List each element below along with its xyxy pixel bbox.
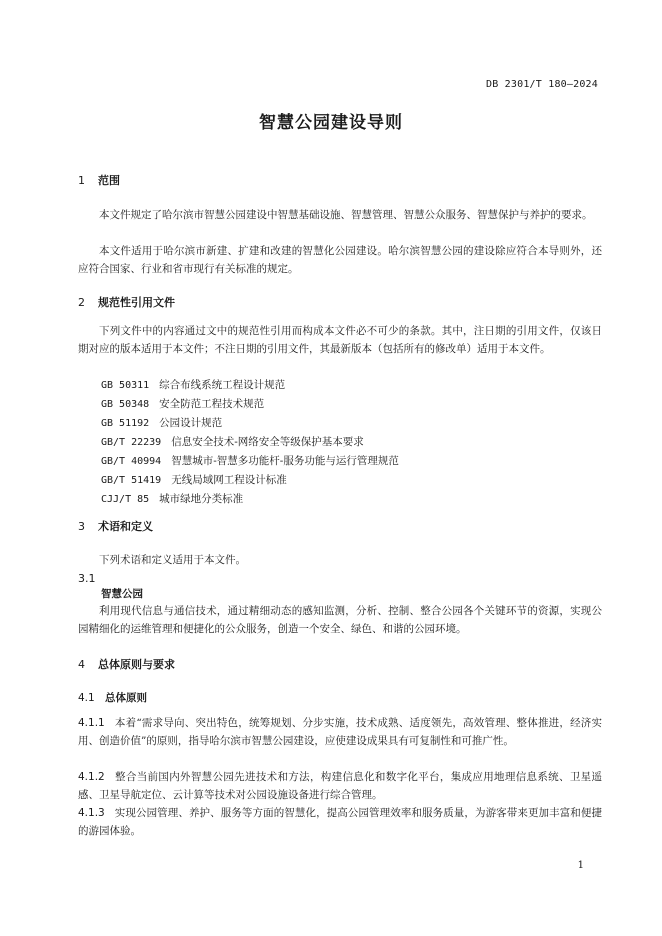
paragraph: 下列文件中的内容通过文中的规范性引用而构成本文件必不可少的条款。其中，注日期的引用文件，仅该日期对应的版本适用于本文件；不注日期的引用文件，其最新版本（包括所有的修改单）适用于本文件。 — [78, 325, 602, 355]
reference-item — [101, 490, 399, 509]
clause-number: 4.1.1 — [78, 717, 105, 729]
reference-code: GB 51192 — [101, 418, 150, 429]
reference-item — [101, 433, 399, 452]
section-title: 总体原则与要求 — [98, 658, 175, 671]
section-title: 规范性引用文件 — [98, 296, 175, 309]
page-number: 1 — [577, 860, 584, 871]
paragraph: 本文件规定了哈尔滨市智慧公园建设中智慧基础设施、智慧管理、智慧公众服务、智慧保护与养护的要求。 — [99, 209, 593, 221]
reference-code: GB 50311 — [101, 380, 150, 391]
document-title: 智慧公园建设导则 — [259, 113, 403, 133]
reference-code: GB/T 40994 — [101, 456, 162, 467]
reference-title: 安全防范工程技术规范 — [159, 398, 265, 410]
clause-text: 实现公园管理、养护、服务等方面的智慧化，提高公园管理效率和服务质量，为游客带来更加丰富和便捷的游园体验。 — [78, 807, 602, 837]
term-number: 3.1 — [78, 572, 96, 585]
section-heading-terms — [78, 518, 153, 534]
standard-code: DB 2301/T 180—2024 — [486, 79, 598, 90]
subsection-number: 4.1 — [78, 692, 95, 704]
section-heading-normative-references — [78, 294, 175, 310]
reference-code: CJJ/T 85 — [101, 494, 150, 505]
reference-title: 城市绿地分类标准 — [159, 493, 244, 505]
paragraph: 本文件适用于哈尔滨市新建、扩建和改建的智慧化公园建设。哈尔滨智慧公园的建设除应符合本导则外，还应符合国家、行业和省市现行有关标准的规定。 — [78, 245, 602, 275]
section-heading-general-principles — [78, 656, 175, 672]
reference-title: 信息安全技术-网络安全等级保护基本要求 — [171, 436, 364, 448]
reference-item — [101, 414, 399, 433]
clause — [78, 804, 602, 840]
reference-item — [101, 395, 399, 414]
clause-text: 本着“需求导向、突出特色，统筹规划、分步实施，技术成熟、适度领先，高效管理、整体推进，经济实用、创造价值”的原则，指导哈尔滨市智慧公园建设，应使建设成果具有可复制性和可推广性。 — [78, 717, 602, 747]
reference-list — [101, 376, 399, 509]
reference-code: GB/T 22239 — [101, 437, 162, 448]
reference-title: 综合布线系统工程设计规范 — [159, 379, 286, 391]
reference-item — [101, 452, 399, 471]
clause-number: 4.1.3 — [78, 807, 105, 819]
subsection-title: 总体原则 — [105, 692, 147, 704]
section-title: 术语和定义 — [98, 520, 153, 533]
section-title: 范围 — [98, 174, 120, 187]
clause-number: 4.1.2 — [78, 771, 105, 783]
reference-item — [101, 471, 399, 490]
reference-item — [101, 376, 399, 395]
subsection-heading — [78, 690, 147, 705]
clause — [78, 768, 602, 804]
clause-text: 整合当前国内外智慧公园先进技术和方法，构建信息化和数字化平台，集成应用地理信息系统、卫星遥感、卫星导航定位、云计算等技术对公园设施设备进行综合管理。 — [78, 771, 602, 801]
reference-title: 无线局域网工程设计标准 — [171, 474, 287, 486]
term-name: 智慧公园 — [101, 588, 143, 600]
section-number: 1 — [78, 174, 85, 187]
paragraph: 下列术语和定义适用于本文件。 — [99, 554, 246, 566]
reference-title: 公园设计规范 — [159, 417, 223, 429]
reference-code: GB/T 51419 — [101, 475, 162, 486]
reference-title: 智慧城市-智慧多功能杆-服务功能与运行管理规范 — [171, 455, 399, 467]
reference-code: GB 50348 — [101, 399, 150, 410]
section-number: 3 — [78, 520, 85, 533]
section-number: 2 — [78, 296, 85, 309]
term-definition: 利用现代信息与通信技术，通过精细动态的感知监测，分析、控制、整合公园各个关键环节的资源，实现公园精细化的运维管理和便捷化的公众服务，创造一个安全、绿色、和谐的公园环境。 — [78, 605, 602, 635]
clause — [78, 714, 602, 750]
section-number: 4 — [78, 658, 85, 671]
section-heading-scope — [78, 172, 120, 188]
